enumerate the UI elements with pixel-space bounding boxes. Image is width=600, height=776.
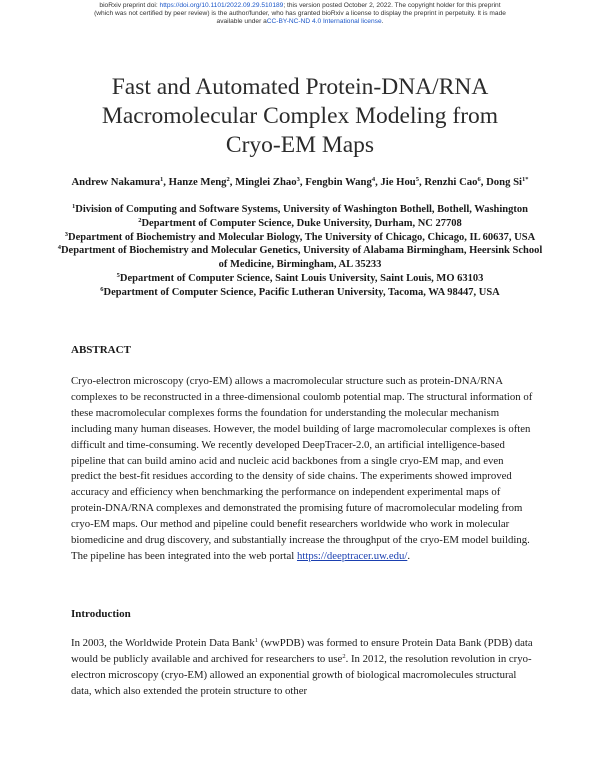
author: Fengbin Wang$^4$,	[305, 176, 381, 188]
affiliation: $^6$Department of Computer Science, Pacific Lutheran University, Tacoma, WA 98447, USA	[100, 285, 500, 298]
author: Minglei Zhao$^3$,	[235, 176, 306, 188]
abstract-heading: ABSTRACT	[71, 344, 131, 356]
header-line-1: bioRxiv preprint doi: https://doi.org/10.1101/2022.09.29.510189; this version posted October 2, 2022. The copyright holder for this preprint	[99, 2, 501, 9]
deeptracer-link[interactable]: https://deeptracer.uw.edu/	[296, 549, 408, 562]
author: Jie Hou$^5$,	[380, 176, 425, 188]
paper-title: Fast and Automated Protein-DNA/RNA Macromolecular Complex Modeling from Cryo-EM Maps	[101, 74, 499, 158]
reference-marker: 1	[254, 637, 258, 644]
header-line-3: available under aCC-BY-NC-ND 4.0 International license.	[216, 18, 384, 25]
abstract-body: Cryo-electron microscopy (cryo-EM) allows a macromolecular structure such as protein-DNA/RNA complexes to be reconstructed in a three-dimensional coulomb potential map. The structural information of these macromolecular complexes forms the foundation for understanding the molecular mechanism including many human diseases. However, the model building of large macromolecular complexes is often difficult and time-consuming. We recently developed DeepTracer-2.0, an artificial intelligence-based pipeline that can build amino acid and nucleic acid backbones from a single cryo-EM map, and even predict the best-fit residues according to the density of side chains. The experiments showed improved accuracy and efficiency when benchmarking the performance on independent experimental maps of protein-DNA/RNA complexes and demonstrated the promising future of macromolecular modeling from cryo-EM maps. Our method and pipeline could benefit researchers worldwide who work in molecular biomedicine and drug discovery, and substantially increase the throughput of the cryo-EM model building. The pipeline has been integrated into the web portal https://deeptracer.uw.edu/.	[71, 375, 533, 562]
affiliation: $^3$Department of Biochemistry and Molecular Biology, The University of Chicago, Chicago, IL 60637, USA	[64, 230, 536, 243]
preprint-header	[0, 2, 600, 26]
author: Renzhi Cao$^6$,	[424, 176, 484, 188]
reference-marker: 2	[342, 652, 346, 660]
license-link[interactable]: CC-BY-NC-ND 4.0 International license	[266, 18, 382, 25]
affiliation: $^4$Department of Biochemistry and Molecular Genetics, University of Alabama Birmingham, Heersink School of Medicine, Birmingham, AL 35233	[57, 244, 543, 271]
doi-link[interactable]: https://doi.org/10.1101/2022.09.29.510189	[159, 2, 284, 9]
introduction-body: In 2003, the Worldwide Protein Data Bank$^1$ (wwPDB) was formed to ensure Protein Data Bank (PDB) data would be publicly available and archived for researchers to use$^2$. In 2012, the resolution revolution in cryo-electron microscopy (cryo-EM) allowed an exponential growth of biological macromolecules structural data, which also extended the protein structure to other	[71, 637, 533, 697]
affiliation: $^5$Department of Computer Science, Saint Louis University, Saint Louis, MO 63103	[116, 271, 484, 284]
introduction-heading: Introduction	[71, 608, 131, 620]
author: Hanze Meng$^2$,	[168, 176, 236, 188]
author: Dong $Si^{1*}$	[486, 176, 529, 188]
affiliation: $^2$Department of Computer Science, Duke University, Durham, NC 27708	[138, 216, 462, 229]
author: Andrew Nakamura$^1$,	[71, 176, 169, 188]
affiliation-list	[55, 203, 545, 300]
affiliation: $^1$Division of Computing and Software Systems, University of Washington Bothell, Bothell, Washington	[72, 203, 528, 215]
header-line-2: (which was not certified by peer review) is the author/funder, who has granted bioRxiv a license to display the preprint in perpetuity. It is made	[94, 10, 506, 17]
author-list	[60, 176, 540, 190]
